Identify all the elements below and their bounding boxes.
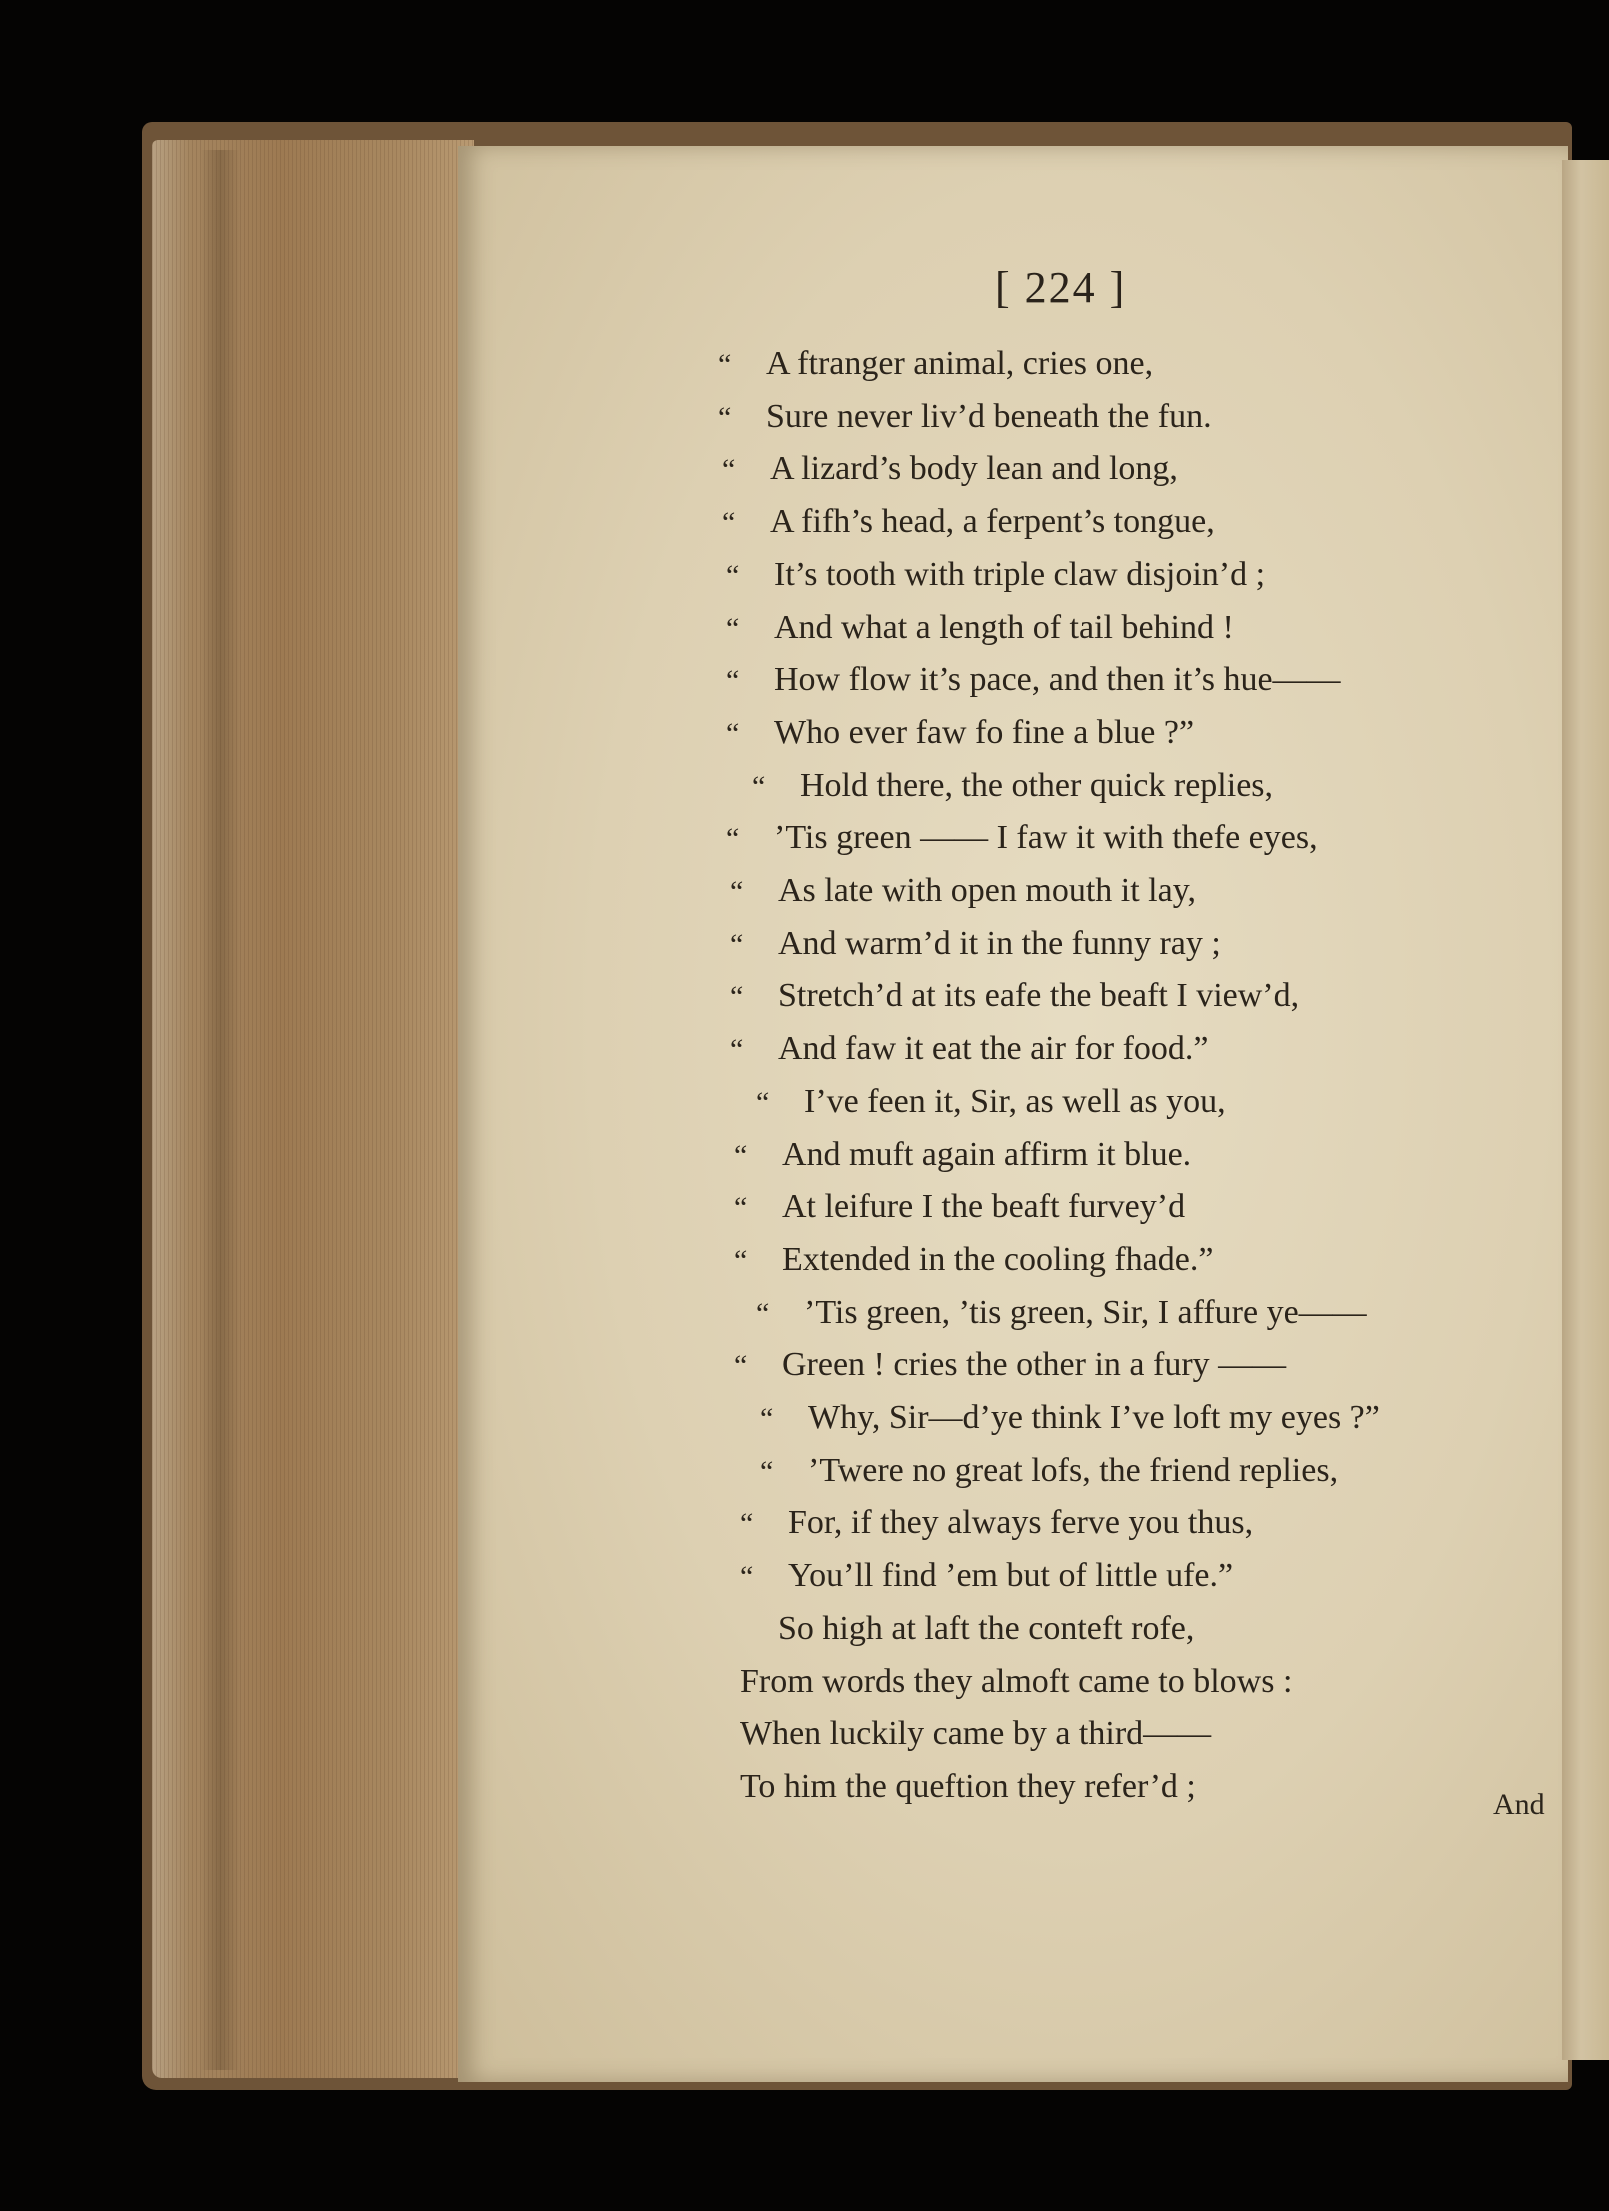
poem-line (740, 1710, 1211, 1758)
poem-line (756, 1078, 1226, 1126)
poem-line (726, 814, 1318, 862)
poem-line (734, 1236, 1213, 1284)
poem-line-text: You’ll find ’em but of little ufe.” (788, 1557, 1234, 1594)
quote-mark: “ (726, 822, 740, 855)
poem-line-text: Stretch’d at its eafe the beaft I view’d, (778, 977, 1300, 1014)
poem-line (760, 1447, 1338, 1495)
poem-line-text: Why, Sir—d’ye think I’ve loft my eyes ?” (808, 1399, 1380, 1436)
poem-line-text: And muft again affirm it blue. (782, 1136, 1192, 1173)
poem-line-text: A lizard’s body lean and long, (770, 450, 1178, 487)
poem-line (734, 1183, 1185, 1231)
poem-line (730, 972, 1299, 1020)
quote-mark: “ (734, 1139, 748, 1172)
poem-line (718, 340, 1153, 388)
quote-mark: “ (734, 1244, 748, 1277)
quote-mark: “ (726, 717, 740, 750)
quote-mark: “ (734, 1191, 748, 1224)
poem-line (726, 604, 1234, 652)
poem-line (740, 1763, 1196, 1811)
poem-line (734, 1131, 1191, 1179)
poem-line-text: From words they almoft came to blows : (740, 1663, 1293, 1700)
poem-line-text: ’Twere no great lofs, the friend replies, (808, 1452, 1339, 1489)
quote-mark: “ (752, 770, 766, 803)
poem-line (740, 1658, 1292, 1706)
quote-mark: “ (760, 1455, 774, 1488)
catchword: And (1493, 1788, 1545, 1821)
poem-line-text: For, if they always ferve you thus, (788, 1504, 1254, 1541)
poem-line-text: A ftranger animal, cries one, (766, 345, 1154, 382)
quote-mark: “ (756, 1297, 770, 1330)
quote-mark: “ (734, 1349, 748, 1382)
poem-line-text: As late with open mouth it lay, (778, 872, 1197, 909)
poem-line-text: Green ! cries the other in a fury —— (782, 1346, 1287, 1383)
poem-line-text: A fifh’s head, a ferpent’s tongue, (770, 503, 1215, 540)
quote-mark: “ (756, 1086, 770, 1119)
poem-line (760, 1394, 1380, 1442)
page-edge-shadow (200, 150, 240, 2070)
poem-line-text: When luckily came by a third—— (740, 1715, 1212, 1752)
poem-line-text: At leifure I the beaft furvey’d (782, 1188, 1186, 1225)
poem-line-text: And what a length of tail behind ! (774, 609, 1234, 646)
poem-line-text: And faw it eat the air for food.” (778, 1030, 1209, 1067)
poem-line-text: Extended in the cooling fhade.” (782, 1241, 1214, 1278)
poem-line (722, 498, 1215, 546)
poem-line (730, 920, 1221, 968)
poem-line-text: I’ve feen it, Sir, as well as you, (804, 1083, 1226, 1120)
poem-line (726, 709, 1194, 757)
poem-line (740, 1499, 1253, 1547)
poem-line (726, 551, 1265, 599)
poem-line-text: Who ever faw fo fine a blue ?” (774, 714, 1195, 751)
quote-mark: “ (718, 348, 732, 381)
poem-line (756, 1289, 1367, 1337)
poem-line-text: It’s tooth with triple claw disjoin’d ; (774, 556, 1266, 593)
poem-line-text: ’Tis green —— I faw it with thefe eyes, (774, 819, 1318, 856)
poem-line-text: How flow it’s pace, and then it’s hue—— (774, 661, 1341, 698)
quote-mark: “ (730, 1033, 744, 1066)
quote-mark: “ (726, 559, 740, 592)
page-number: [ 224 ] (995, 263, 1127, 312)
quote-mark: “ (760, 1402, 774, 1435)
poem-line-text: ’Tis green, ’tis green, Sir, I affure ye—— (804, 1294, 1367, 1331)
quote-mark: “ (726, 612, 740, 645)
poem-line (722, 445, 1178, 493)
poem-line (734, 1341, 1286, 1389)
quote-mark: “ (740, 1507, 754, 1540)
facing-page-edge (1562, 160, 1609, 2060)
quote-mark: “ (730, 980, 744, 1013)
quote-mark: “ (730, 928, 744, 961)
poem-line (726, 656, 1341, 704)
poem-line (730, 867, 1196, 915)
poem-line-text: And warm’d it in the funny ray ; (778, 925, 1221, 962)
poem-line (752, 762, 1273, 810)
poem-line (778, 1605, 1194, 1653)
poem-line-text: So high at laft the conteft rofe, (778, 1610, 1195, 1647)
poem-line (718, 393, 1212, 441)
quote-mark: “ (730, 875, 744, 908)
quote-mark: “ (718, 401, 732, 434)
quote-mark: “ (722, 453, 736, 486)
quote-mark: “ (740, 1560, 754, 1593)
quote-mark: “ (726, 664, 740, 697)
quote-mark: “ (722, 506, 736, 539)
poem-line-text: To him the queftion they refer’d ; (740, 1768, 1196, 1805)
poem-line (740, 1552, 1233, 1600)
poem-line-text: Hold there, the other quick replies, (800, 767, 1274, 804)
poem-line (730, 1025, 1209, 1073)
poem-line-text: Sure never liv’d beneath the fun. (766, 398, 1212, 435)
